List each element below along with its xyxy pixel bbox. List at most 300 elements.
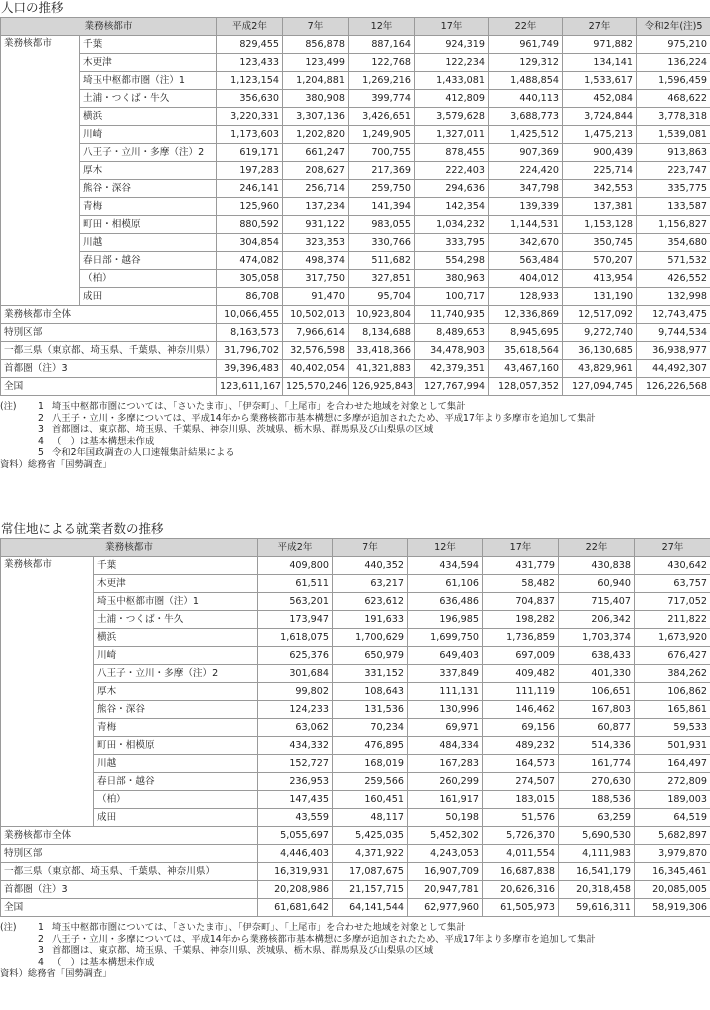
city-name: 八王子・立川・多摩（注）2 [94, 665, 258, 683]
city-name: 横浜 [80, 108, 217, 126]
value-cell: 1,673,920 [635, 629, 710, 647]
note-number: 3 [38, 424, 44, 436]
value-cell: 430,642 [635, 557, 710, 575]
value-cell: 108,643 [333, 683, 408, 701]
value-cell: 62,977,960 [408, 899, 483, 917]
value-cell: 225,714 [563, 162, 637, 180]
table-row [1, 773, 710, 791]
city-name: 熊谷・深谷 [94, 701, 258, 719]
note-row [0, 436, 710, 448]
value-cell: 111,131 [408, 683, 483, 701]
value-cell: 161,917 [408, 791, 483, 809]
value-cell: 9,272,740 [563, 324, 637, 342]
header-year: 平成2年 [258, 539, 333, 557]
value-cell: 130,996 [408, 701, 483, 719]
value-cell: 704,837 [483, 593, 559, 611]
value-cell: 16,345,461 [635, 863, 710, 881]
value-cell: 44,492,307 [637, 360, 710, 378]
total-row [1, 342, 710, 360]
value-cell: 878,455 [415, 144, 489, 162]
table-row [1, 216, 710, 234]
note-number: 4 [38, 435, 44, 447]
value-cell: 399,774 [349, 90, 415, 108]
value-cell: 274,507 [483, 773, 559, 791]
header-year: 7年 [283, 18, 349, 36]
value-cell: 514,336 [559, 737, 635, 755]
table-row [1, 665, 710, 683]
value-cell: 354,680 [637, 234, 710, 252]
value-cell: 10,923,804 [349, 306, 415, 324]
note-row [0, 957, 710, 969]
value-cell: 431,779 [483, 557, 559, 575]
value-cell: 1,144,531 [489, 216, 563, 234]
note-text: 八王子・立川・多摩については、平成14年から業務核都市基本構想に多摩が追加されたため、平成17年より多摩市を追加して集計 [52, 933, 596, 945]
header-year: 22年 [559, 539, 635, 557]
group-label: 業務核都市 [1, 557, 94, 827]
population-table [0, 17, 710, 396]
value-cell: 133,587 [637, 198, 710, 216]
city-name: 青梅 [94, 719, 258, 737]
value-cell: 160,451 [333, 791, 408, 809]
note-number: 1 [38, 401, 44, 412]
value-cell: 61,106 [408, 575, 483, 593]
table-row [1, 683, 710, 701]
value-cell: 61,681,642 [258, 899, 333, 917]
value-cell: 40,402,054 [283, 360, 349, 378]
value-cell: 8,134,688 [349, 324, 415, 342]
header-row [1, 18, 710, 36]
total-row [1, 899, 710, 917]
city-name: （柏） [94, 791, 258, 809]
city-name: 土浦・つくば・牛久 [94, 611, 258, 629]
table-row [1, 575, 710, 593]
population-section [0, 0, 710, 471]
value-cell: 1,703,374 [559, 629, 635, 647]
value-cell: 1,269,216 [349, 72, 415, 90]
value-cell: 139,339 [489, 198, 563, 216]
value-cell: 259,566 [333, 773, 408, 791]
value-cell: 16,319,931 [258, 863, 333, 881]
note-text: （ ）は基本構想未作成 [52, 435, 155, 447]
value-cell: 330,766 [349, 234, 415, 252]
value-cell: 661,247 [283, 144, 349, 162]
value-cell: 59,616,311 [559, 899, 635, 917]
note-label [0, 957, 30, 969]
city-name: 町田・相模原 [80, 216, 217, 234]
value-cell: 183,015 [483, 791, 559, 809]
total-row [1, 378, 710, 396]
value-cell: 1,153,128 [563, 216, 637, 234]
note-label [0, 447, 30, 459]
note-text: 令和2年国政調査の人口速報集計結果による [52, 447, 235, 459]
value-cell: 42,379,351 [415, 360, 489, 378]
value-cell: 63,757 [635, 575, 710, 593]
value-cell: 146,462 [483, 701, 559, 719]
value-cell: 217,369 [349, 162, 415, 180]
value-cell: 36,130,685 [563, 342, 637, 360]
value-cell: 1,699,750 [408, 629, 483, 647]
value-cell: 17,087,675 [333, 863, 408, 881]
value-cell: 971,882 [563, 36, 637, 54]
value-cell: 137,381 [563, 198, 637, 216]
value-cell: 123,433 [217, 54, 283, 72]
value-cell: 3,220,331 [217, 108, 283, 126]
value-cell: 676,427 [635, 647, 710, 665]
value-cell: 8,945,695 [489, 324, 563, 342]
total-row [1, 881, 710, 899]
note-label [0, 945, 30, 957]
value-cell: 16,907,709 [408, 863, 483, 881]
header-year: 17年 [415, 18, 489, 36]
header-year: 17年 [483, 539, 559, 557]
note-label [0, 424, 30, 436]
population-title: 人口の推移 [1, 0, 64, 15]
value-cell: 323,353 [283, 234, 349, 252]
value-cell: 975,210 [637, 36, 710, 54]
value-cell: 380,908 [283, 90, 349, 108]
value-cell: 5,055,697 [258, 827, 333, 845]
value-cell: 4,446,403 [258, 845, 333, 863]
value-cell: 10,066,455 [217, 306, 283, 324]
note-row [0, 424, 710, 436]
value-cell: 236,953 [258, 773, 333, 791]
note-row [0, 413, 710, 425]
value-cell: 21,157,715 [333, 881, 408, 899]
value-cell: 191,633 [333, 611, 408, 629]
value-cell: 342,670 [489, 234, 563, 252]
value-cell: 95,704 [349, 288, 415, 306]
value-cell: 931,122 [283, 216, 349, 234]
header-year: 平成2年 [217, 18, 283, 36]
city-name: 成田 [80, 288, 217, 306]
value-cell: 91,470 [283, 288, 349, 306]
value-cell: 20,085,005 [635, 881, 710, 899]
value-cell: 5,726,370 [483, 827, 559, 845]
value-cell: 342,553 [563, 180, 637, 198]
value-cell: 1,596,459 [637, 72, 710, 90]
group-label: 業務核都市 [1, 36, 80, 306]
value-cell: 12,336,869 [489, 306, 563, 324]
value-cell: 413,954 [563, 270, 637, 288]
city-name: 熊谷・深谷 [80, 180, 217, 198]
value-cell: 259,750 [349, 180, 415, 198]
city-name: 埼玉中枢都市圏（注）1 [80, 72, 217, 90]
value-cell: 623,612 [333, 593, 408, 611]
value-cell: 41,321,883 [349, 360, 415, 378]
city-name: 青梅 [80, 198, 217, 216]
city-name: 土浦・つくば・牛久 [80, 90, 217, 108]
value-cell: 380,963 [415, 270, 489, 288]
value-cell: 619,171 [217, 144, 283, 162]
value-cell: 61,511 [258, 575, 333, 593]
value-cell: 571,532 [637, 252, 710, 270]
total-row [1, 360, 710, 378]
note-label [0, 413, 30, 425]
value-cell: 1,533,617 [563, 72, 637, 90]
value-cell: 434,332 [258, 737, 333, 755]
value-cell: 317,750 [283, 270, 349, 288]
header-year: 22年 [489, 18, 563, 36]
table-row [1, 162, 710, 180]
value-cell: 270,630 [559, 773, 635, 791]
value-cell: 331,152 [333, 665, 408, 683]
value-cell: 1,173,603 [217, 126, 283, 144]
value-cell: 36,938,977 [637, 342, 710, 360]
value-cell: 20,208,986 [258, 881, 333, 899]
value-cell: 430,838 [559, 557, 635, 575]
note-text: 埼玉中枢都市圏については、「さいたま市」、「伊奈町」、「上尾市」を合わせた地域を対象として集計 [52, 922, 466, 933]
value-cell: 554,298 [415, 252, 489, 270]
value-cell: 152,727 [258, 755, 333, 773]
table-row [1, 629, 710, 647]
value-cell: 189,003 [635, 791, 710, 809]
value-cell: 8,489,653 [415, 324, 489, 342]
table-row [1, 144, 710, 162]
value-cell: 33,418,366 [349, 342, 415, 360]
table-row [1, 180, 710, 198]
value-cell: 132,998 [637, 288, 710, 306]
value-cell: 43,829,961 [563, 360, 637, 378]
value-cell: 3,426,651 [349, 108, 415, 126]
value-cell: 208,627 [283, 162, 349, 180]
header-year: 令和2年(注)5 [637, 18, 710, 36]
table-row [1, 108, 710, 126]
value-cell: 123,611,167 [217, 378, 283, 396]
note-row [0, 401, 710, 413]
value-cell: 468,622 [637, 90, 710, 108]
value-cell: 924,319 [415, 36, 489, 54]
value-cell: 48,117 [333, 809, 408, 827]
city-name: 町田・相模原 [94, 737, 258, 755]
value-cell: 260,299 [408, 773, 483, 791]
value-cell: 106,862 [635, 683, 710, 701]
city-name: 千葉 [80, 36, 217, 54]
city-name: （柏） [80, 270, 217, 288]
value-cell: 1,156,827 [637, 216, 710, 234]
note-number: 2 [38, 933, 44, 945]
table-row [1, 737, 710, 755]
value-cell: 16,541,179 [559, 863, 635, 881]
note-row [0, 934, 710, 946]
value-cell: 426,552 [637, 270, 710, 288]
value-cell: 126,925,843 [349, 378, 415, 396]
value-cell: 100,717 [415, 288, 489, 306]
value-cell: 1,034,232 [415, 216, 489, 234]
value-cell: 31,796,702 [217, 342, 283, 360]
value-cell: 404,012 [489, 270, 563, 288]
value-cell: 60,940 [559, 575, 635, 593]
value-cell: 649,403 [408, 647, 483, 665]
value-cell: 167,803 [559, 701, 635, 719]
value-cell: 3,979,870 [635, 845, 710, 863]
note-number: 1 [38, 922, 44, 933]
city-name: 成田 [94, 809, 258, 827]
value-cell: 625,376 [258, 647, 333, 665]
value-cell: 64,519 [635, 809, 710, 827]
value-cell: 5,425,035 [333, 827, 408, 845]
value-cell: 9,744,534 [637, 324, 710, 342]
total-row [1, 845, 710, 863]
note-text: 首都圏は、東京都、埼玉県、千葉県、神奈川県、茨城県、栃木県、群馬県及び山梨県の区域 [52, 424, 434, 436]
value-cell: 20,318,458 [559, 881, 635, 899]
city-name: 厚木 [80, 162, 217, 180]
value-cell: 3,579,628 [415, 108, 489, 126]
value-cell: 59,533 [635, 719, 710, 737]
value-cell: 64,141,544 [333, 899, 408, 917]
city-name: 木更津 [80, 54, 217, 72]
value-cell: 16,687,838 [483, 863, 559, 881]
value-cell: 4,371,922 [333, 845, 408, 863]
value-cell: 272,809 [635, 773, 710, 791]
value-cell: 3,724,844 [563, 108, 637, 126]
value-cell: 3,778,318 [637, 108, 710, 126]
value-cell: 856,878 [283, 36, 349, 54]
header-year: 27年 [563, 18, 637, 36]
table-row [1, 647, 710, 665]
value-cell: 106,651 [559, 683, 635, 701]
value-cell: 128,057,352 [489, 378, 563, 396]
note-text: （ ）は基本構想未作成 [52, 956, 155, 968]
value-cell: 126,226,568 [637, 378, 710, 396]
value-cell: 86,708 [217, 288, 283, 306]
table-row [1, 90, 710, 108]
total-label: 首都圏（注）3 [1, 881, 258, 899]
table-row [1, 54, 710, 72]
total-row [1, 324, 710, 342]
value-cell: 141,394 [349, 198, 415, 216]
value-cell: 127,767,994 [415, 378, 489, 396]
value-cell: 69,156 [483, 719, 559, 737]
value-cell: 134,141 [563, 54, 637, 72]
value-cell: 131,536 [333, 701, 408, 719]
value-cell: 1,433,081 [415, 72, 489, 90]
value-cell: 829,455 [217, 36, 283, 54]
table-row [1, 701, 710, 719]
value-cell: 124,233 [258, 701, 333, 719]
value-cell: 161,774 [559, 755, 635, 773]
value-cell: 335,775 [637, 180, 710, 198]
total-label: 業務核都市全体 [1, 306, 217, 324]
value-cell: 570,207 [563, 252, 637, 270]
city-name: 川崎 [94, 647, 258, 665]
table-row [1, 270, 710, 288]
value-cell: 206,342 [559, 611, 635, 629]
value-cell: 224,420 [489, 162, 563, 180]
value-cell: 1,618,075 [258, 629, 333, 647]
value-cell: 168,019 [333, 755, 408, 773]
note-row [0, 447, 710, 459]
value-cell: 563,201 [258, 593, 333, 611]
value-cell: 3,688,773 [489, 108, 563, 126]
header-city-label: 業務核都市 [1, 539, 258, 557]
value-cell: 4,111,983 [559, 845, 635, 863]
value-cell: 256,714 [283, 180, 349, 198]
note-label [0, 436, 30, 448]
value-cell: 5,682,897 [635, 827, 710, 845]
value-cell: 327,851 [349, 270, 415, 288]
city-name: 厚木 [94, 683, 258, 701]
note-number: 5 [38, 447, 44, 459]
value-cell: 197,283 [217, 162, 283, 180]
note-text: 八王子・立川・多摩については、平成14年から業務核都市基本構想に多摩が追加されたため、平成17年より多摩市を追加して集計 [52, 412, 596, 424]
value-cell: 304,854 [217, 234, 283, 252]
value-cell: 1,700,629 [333, 629, 408, 647]
value-cell: 961,749 [489, 36, 563, 54]
header-year: 7年 [333, 539, 408, 557]
employment-notes [0, 922, 710, 968]
city-name: 川越 [94, 755, 258, 773]
value-cell: 99,802 [258, 683, 333, 701]
value-cell: 476,895 [333, 737, 408, 755]
value-cell: 222,403 [415, 162, 489, 180]
table-row [1, 557, 710, 575]
table-row [1, 809, 710, 827]
table-row [1, 36, 710, 54]
total-label: 首都圏（注）3 [1, 360, 217, 378]
value-cell: 125,960 [217, 198, 283, 216]
value-cell: 3,307,136 [283, 108, 349, 126]
value-cell: 34,478,903 [415, 342, 489, 360]
value-cell: 1,539,081 [637, 126, 710, 144]
value-cell: 198,282 [483, 611, 559, 629]
employment-table [0, 538, 710, 917]
value-cell: 58,482 [483, 575, 559, 593]
city-name: 横浜 [94, 629, 258, 647]
value-cell: 147,435 [258, 791, 333, 809]
value-cell: 35,618,564 [489, 342, 563, 360]
table-row [1, 252, 710, 270]
value-cell: 122,234 [415, 54, 489, 72]
value-cell: 63,217 [333, 575, 408, 593]
population-notes [0, 401, 710, 459]
note-label: (注) [0, 922, 17, 933]
value-cell: 474,082 [217, 252, 283, 270]
note-number: 4 [38, 956, 44, 968]
value-cell: 440,352 [333, 557, 408, 575]
table-row [1, 288, 710, 306]
city-name: 木更津 [94, 575, 258, 593]
total-row [1, 827, 710, 845]
value-cell: 715,407 [559, 593, 635, 611]
value-cell: 43,467,160 [489, 360, 563, 378]
value-cell: 4,011,554 [483, 845, 559, 863]
value-cell: 452,084 [563, 90, 637, 108]
value-cell: 650,979 [333, 647, 408, 665]
city-name: 春日部・越谷 [94, 773, 258, 791]
value-cell: 196,985 [408, 611, 483, 629]
value-cell: 907,369 [489, 144, 563, 162]
total-label: 全国 [1, 899, 258, 917]
value-cell: 697,009 [483, 647, 559, 665]
value-cell: 8,163,573 [217, 324, 283, 342]
total-label: 一都三県（東京都、埼玉県、千葉県、神奈川県） [1, 863, 258, 881]
total-label: 全国 [1, 378, 217, 396]
value-cell: 63,259 [559, 809, 635, 827]
value-cell: 333,795 [415, 234, 489, 252]
value-cell: 188,536 [559, 791, 635, 809]
city-name: 千葉 [94, 557, 258, 575]
total-label: 特別区部 [1, 324, 217, 342]
value-cell: 498,374 [283, 252, 349, 270]
value-cell: 165,861 [635, 701, 710, 719]
value-cell: 1,488,854 [489, 72, 563, 90]
table-row [1, 198, 710, 216]
value-cell: 12,517,092 [563, 306, 637, 324]
value-cell: 983,055 [349, 216, 415, 234]
header-year: 12年 [408, 539, 483, 557]
value-cell: 913,863 [637, 144, 710, 162]
value-cell: 440,113 [489, 90, 563, 108]
